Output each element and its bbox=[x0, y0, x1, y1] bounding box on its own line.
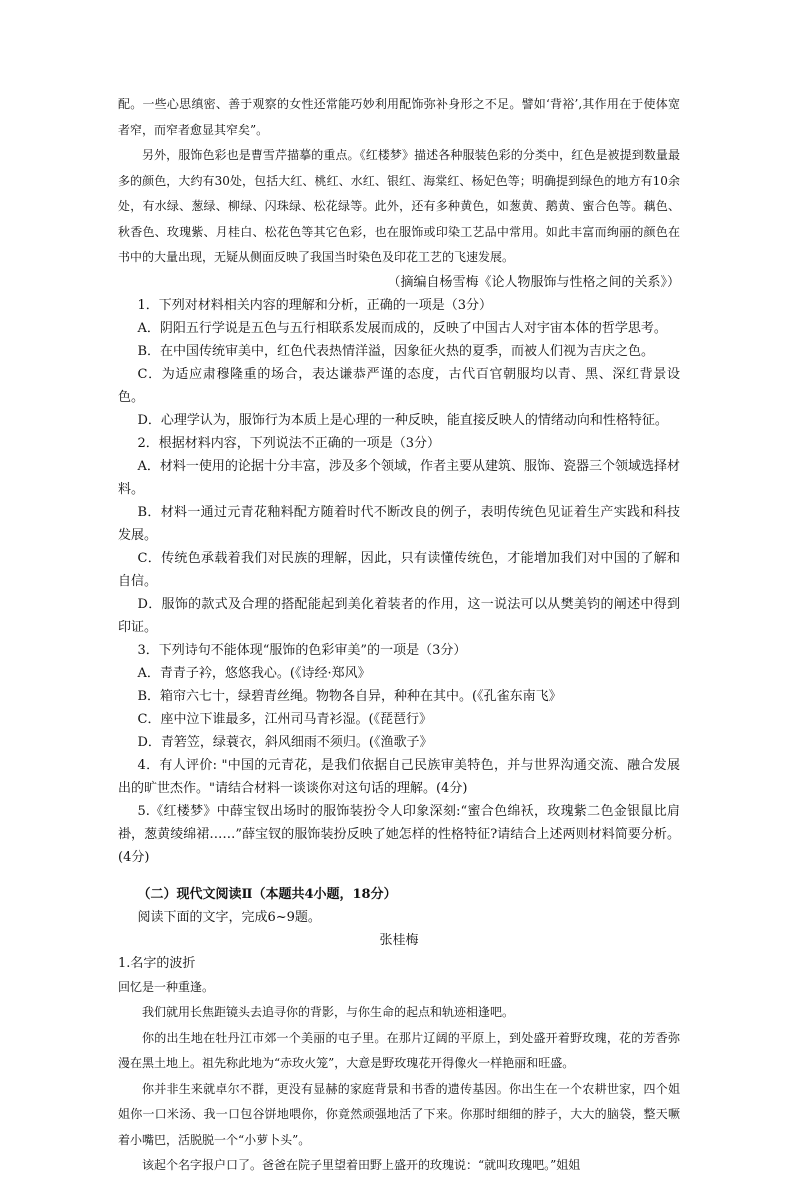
question-1-stem: 1．下列对材料相关内容的理解和分析，正确的一项是（3分） bbox=[137, 297, 493, 313]
question-3-option-a: A．青青子衿，悠悠我心。(《诗经·郑风》 bbox=[137, 665, 371, 681]
question-2-option-c: C．传统色承载着我们对民族的理解，因此，只有读懂传统色，才能增加我们对中国的了解和自信。 bbox=[118, 550, 680, 589]
question-3-option-d: D．青箬笠，绿蓑衣，斜风细雨不须归。(《渔歌子》 bbox=[137, 734, 433, 750]
section-2-heading: （二）现代文阅读Ⅱ（本题共4小题，18分） bbox=[137, 886, 397, 902]
question-1-option-d: D．心理学认为，服饰行为本质上是心理的一种反映，能直接反映人的情绪动向和性格特征。 bbox=[137, 412, 668, 428]
question-5: 5.《红楼梦》中薛宝钗出场时的服饰装扮令人印象深刻:“蜜合色绵袄，玫瑰紫二色金银鼠比肩褂，葱黄绫绵裙……”薛宝钗的服饰装扮反映了她怎样的性格特征?请结合上述两则材料简要分析。(4分) bbox=[118, 803, 680, 865]
question-1-option-b: B．在中国传统审美中，红色代表热情洋溢，因象征火热的夏季，而被人们视为吉庆之色。 bbox=[137, 343, 655, 359]
article-paragraph-2: 我们就用长焦距镜头去追寻你的背影，与你生命的起点和轨迹相逢吧。 bbox=[142, 1005, 515, 1019]
article-paragraph-4: 你并非生来就卓尔不群，更没有显赫的家庭背景和书香的遗传基因。你出生在一个农耕世家，四个姐姐你一口米汤、我一口包谷饼地喂你，你竟然顽强地活了下来。你那时细细的脖子，大大的脑袋，整天噘着小嘴巴，活脱脱一个“小萝卜头”。 bbox=[118, 1081, 680, 1147]
section-2-instruction: 阅读下面的文字，完成6~9题。 bbox=[137, 909, 321, 925]
question-2-stem: 2．根据材料内容，下列说法不正确的一项是（3分） bbox=[137, 435, 441, 451]
question-1-option-c: C．为适应肃穆隆重的场合，表达谦恭严谨的态度，古代百官朝服均以青、黑、深红背景设色。 bbox=[118, 366, 680, 405]
article-paragraph-1: 回忆是一种重逢。 bbox=[118, 979, 215, 994]
material-paragraph-1: 配。一些心思缜密、善于观察的女性还常能巧妙利用配饰弥补身形之不足。譬如‘背裕’,其作用在于使体宽者窄，而窄者愈显其窄矣”。 bbox=[118, 97, 680, 137]
question-2-option-d: D．服饰的款式及合理的搭配能起到美化着装者的作用，这一说法可以从樊美钧的阐述中得到印证。 bbox=[118, 596, 680, 635]
question-3-stem: 3．下列诗句不能体现“服饰的色彩审美”的一项是（3分） bbox=[137, 642, 467, 658]
question-4: 4．有人评价: "中国的元青花，是我们依据自己民族审美特色，并与世界沟通交流、融合发展出的旷世杰作。"请结合材料一谈谈你对这句话的理解。(4分) bbox=[118, 757, 680, 796]
question-2-option-b: B．材料一通过元青花釉料配方随着时代不断改良的例子，表明传统色见证着生产实践和科技发展。 bbox=[118, 504, 680, 543]
section-gap bbox=[118, 869, 680, 883]
question-3-option-b: B．箱帘六七十，绿碧青丝绳。物物各自异，种种在其中。(《孔雀东南飞》 bbox=[137, 688, 562, 704]
document-page bbox=[118, 92, 680, 1179]
article-paragraph-5: 该起个名字报户口了。爸爸在院子里望着田野上盛开的玫瑰说：“就叫玫瑰吧。”姐姐 bbox=[142, 1158, 581, 1172]
question-1-option-a: A．阴阳五行学说是五色与五行相联系发展而成的，反映了中国古人对宇宙本体的哲学思考。 bbox=[137, 320, 667, 336]
material-source: （摘编自杨雪梅《论人物服饰与性格之间的关系》） bbox=[387, 274, 680, 290]
question-3-option-c: C．座中泣下谁最多，江州司马青衫湿。(《琵琶行》 bbox=[137, 711, 433, 727]
article-paragraph-3: 你的出生地在牡丹江市郊一个美丽的屯子里。在那片辽阔的平原上，到处盛开着野玫瑰，花的芳香弥漫在黑土地上。祖先称此地为“赤玫火笼”，大意是野玫瑰花开得像火一样艳丽和旺盛。 bbox=[118, 1030, 680, 1070]
question-2-option-a: A．材料一使用的论据十分丰富，涉及多个领域，作者主要从建筑、服饰、瓷器三个领域选择材料。 bbox=[118, 458, 680, 497]
article-subheading: 1.名字的波折 bbox=[118, 955, 196, 971]
article-title: 张桂梅 bbox=[379, 932, 419, 948]
material-paragraph-2: 另外，服饰色彩也是曹雪芹描摹的重点。《红楼梦》描述各种服装色彩的分类中，红色是被提到数量最多的颜色，大约有30处，包括大红、桃红、水红、银红、海棠红、杨妃色等；明确提到绿色的地方有10余处，有水绿、葱绿、柳绿、闪珠绿、松花绿等。此外，还有多种黄色，如葱黄、鹅黄、蜜合色等。藕色、秋香色、玫瑰紫、月桂白、松花色等其它色彩，也在服饰或印染工艺品中常用。如此丰富而绚丽的颜色在书中的大量出现，无疑从侧面反映了我国当时染色及印花工艺的飞速发展。 bbox=[118, 148, 680, 264]
